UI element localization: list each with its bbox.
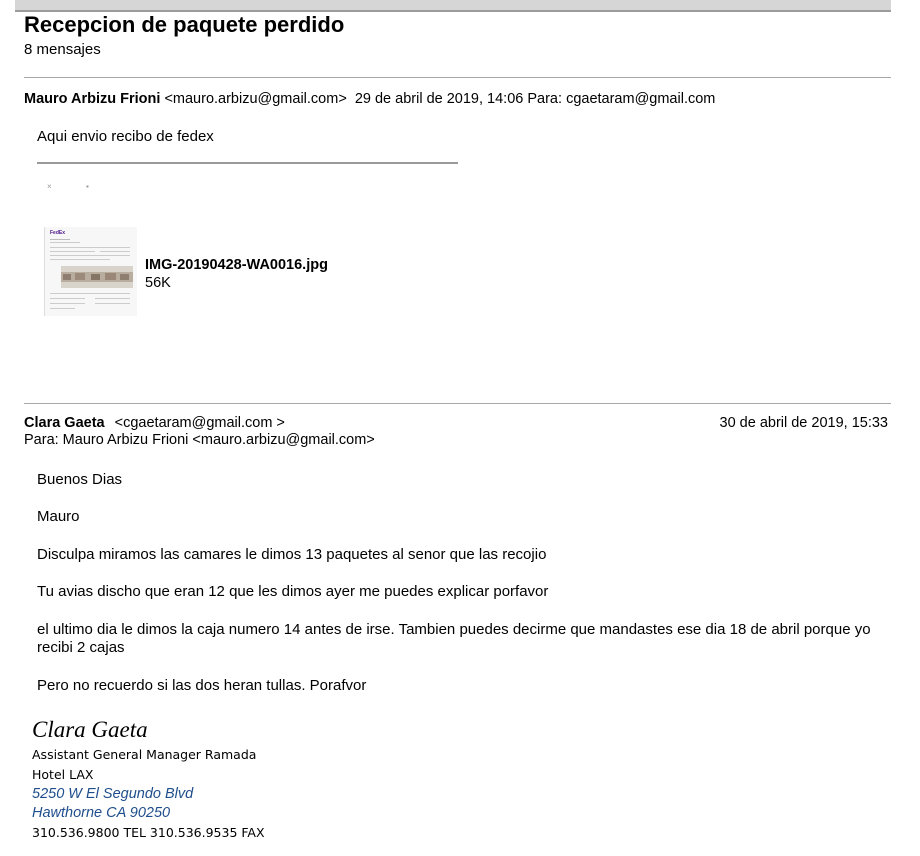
message-1-header bbox=[24, 91, 715, 107]
to-line: Para: Mauro Arbizu Frioni <mauro.arbizu@gmail.com> bbox=[24, 432, 375, 448]
paragraph: Buenos Dias bbox=[37, 471, 123, 488]
sender-name[interactable]: Mauro Arbizu Frioni bbox=[24, 91, 161, 107]
signature-address-line-2[interactable]: Hawthorne CA 90250 bbox=[32, 805, 171, 821]
paragraph: Pero no recuerdo si las dos heran tullas. Porafvor bbox=[37, 677, 367, 694]
signature-phones: 310.536.9800 TEL 310.536.9535 FAX bbox=[32, 825, 265, 840]
paragraph: Mauro bbox=[37, 508, 80, 525]
paragraph: el ultimo dia le dimos la caja numero 14 antes de irse. Tambien puedes decirme que mandastes ese dia 18 de abril porque yo recibi 2 cajas bbox=[37, 621, 871, 656]
top-bar bbox=[15, 0, 891, 12]
signature-title: Assistant General Manager Ramada bbox=[32, 747, 257, 762]
thread-title: Recepcion de paquete perdido bbox=[24, 12, 345, 37]
message-2-sender bbox=[24, 415, 285, 431]
divider bbox=[24, 77, 891, 78]
sender-email[interactable]: <mauro.arbizu@gmail.com> bbox=[164, 91, 347, 107]
message-date: 29 de abril de 2019, 14:06 bbox=[354, 91, 524, 107]
paragraph: Disculpa miramos las camares le dimos 13 paquetes al senor que las recojio bbox=[37, 546, 547, 563]
attachment-thumbnail[interactable] bbox=[44, 227, 137, 316]
attachment-size: 56K bbox=[145, 275, 171, 291]
paragraph: Tu avias discho que eran 12 que les dimos ayer me puedes explicar porfavor bbox=[37, 583, 549, 600]
sender-name[interactable]: Clara Gaeta bbox=[24, 415, 105, 431]
message-count: 8 mensajes bbox=[24, 41, 101, 58]
to-label: Para: bbox=[527, 91, 563, 107]
signature-company: Hotel LAX bbox=[32, 767, 94, 782]
signature-name: Clara Gaeta bbox=[32, 717, 148, 742]
attachment-divider bbox=[37, 162, 458, 164]
message-1-body: Aqui envio recibo de fedex bbox=[37, 128, 214, 145]
attachment-filename[interactable]: IMG-20190428-WA0016.jpg bbox=[145, 257, 328, 273]
signature-address-line-1[interactable]: 5250 W El Segundo Blvd bbox=[32, 786, 194, 802]
sender-email[interactable]: <cgaetaram@gmail.com > bbox=[114, 415, 285, 431]
message-date: 30 de abril de 2019, 15:33 bbox=[719, 415, 888, 431]
image-placeholder-icon: ▪ bbox=[86, 182, 89, 191]
fedex-logo: FedEx bbox=[50, 230, 66, 236]
recipient-email[interactable]: cgaetaram@gmail.com bbox=[566, 91, 716, 107]
broken-image-icon: × bbox=[47, 182, 52, 191]
receipt-thumbnail-image bbox=[45, 227, 137, 316]
divider bbox=[24, 403, 891, 404]
